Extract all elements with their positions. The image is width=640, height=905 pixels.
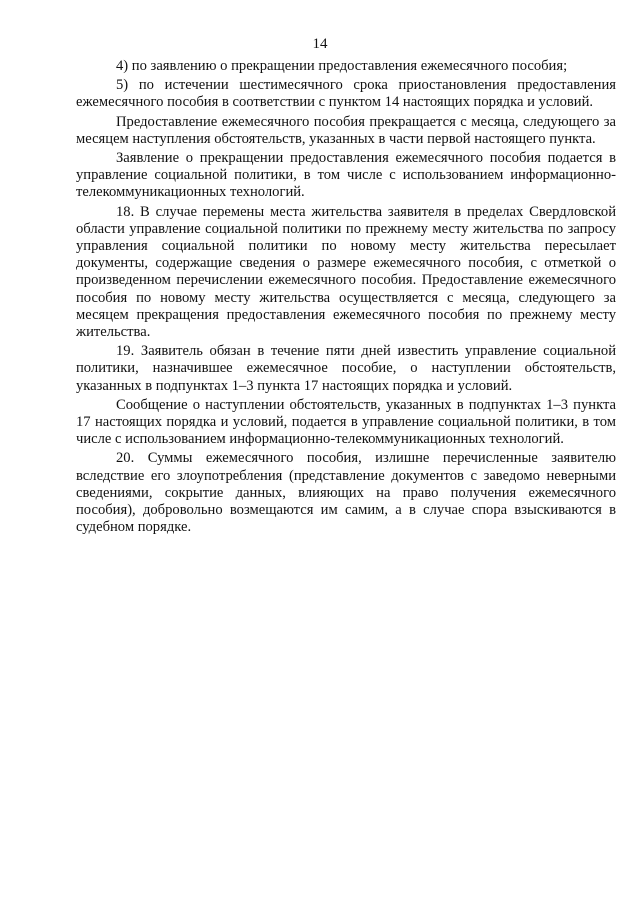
paragraph-19-notification-duty: 19. Заявитель обязан в течение пяти дней известить управление социальной политики, назначившее ежемесячное пособие, о наступлении обстоятельств, указанных в подпунктах 1–3 пункта 17 настоящих порядка и условий. — [76, 343, 616, 394]
document-body — [76, 58, 616, 538]
paragraph-18-change-of-residence: 18. В случае перемены места жительства заявителя в пределах Свердловской области управление социальной политики по прежнему месту жительства по запросу управления социальной политики по новому месту жительства пересылает документы, содержащие сведения о размере ежемесячного пособия, с отметкой о произведенном перечислении ежемесячного пособия. Предоставление ежемесячного пособия по новому месту жительства осуществляется с месяца, следующего за месяцем прекращения предоставления ежемесячного пособия по прежнему месту жительства. — [76, 203, 616, 341]
paragraph-notification-submission: Сообщение о наступлении обстоятельств, указанных в подпунктах 1–3 пункта 17 настоящих порядка и условий, подается в управление социальной политики, в том числе с использованием информационно-телекоммуникационных технологий. — [76, 396, 616, 448]
paragraph-termination-application: Заявление о прекращении предоставления ежемесячного пособия подается в управление социальной политики, в том числе с использованием информационно-телекоммуникационных технологий. — [76, 150, 616, 201]
paragraph-5-termination-after-suspension: 5) по истечении шестимесячного срока приостановления предоставления ежемесячного пособия в соответствии с пунктом 14 настоящих порядка и условий. — [76, 77, 616, 111]
paragraph-4-termination-by-application: 4) по заявлению о прекращении предоставления ежемесячного пособия; — [116, 58, 568, 74]
paragraph-termination-start: Предоставление ежемесячного пособия прекращается с месяца, следующего за месяцем наступления обстоятельств, указанных в части первой настоящего пункта. — [76, 113, 616, 147]
page-number: 14 — [312, 36, 328, 52]
paragraph-20-overpayment-recovery: 20. Суммы ежемесячного пособия, излишне перечисленные заявителю вследствие его злоупотребления (представление документов с заведомо неверными сведениями, сокрытие данных, влияющих на право получения ежемесячного пособия), добровольно возмещаются им самим, а в случае спора взыскиваются в судебном порядке. — [76, 450, 616, 536]
